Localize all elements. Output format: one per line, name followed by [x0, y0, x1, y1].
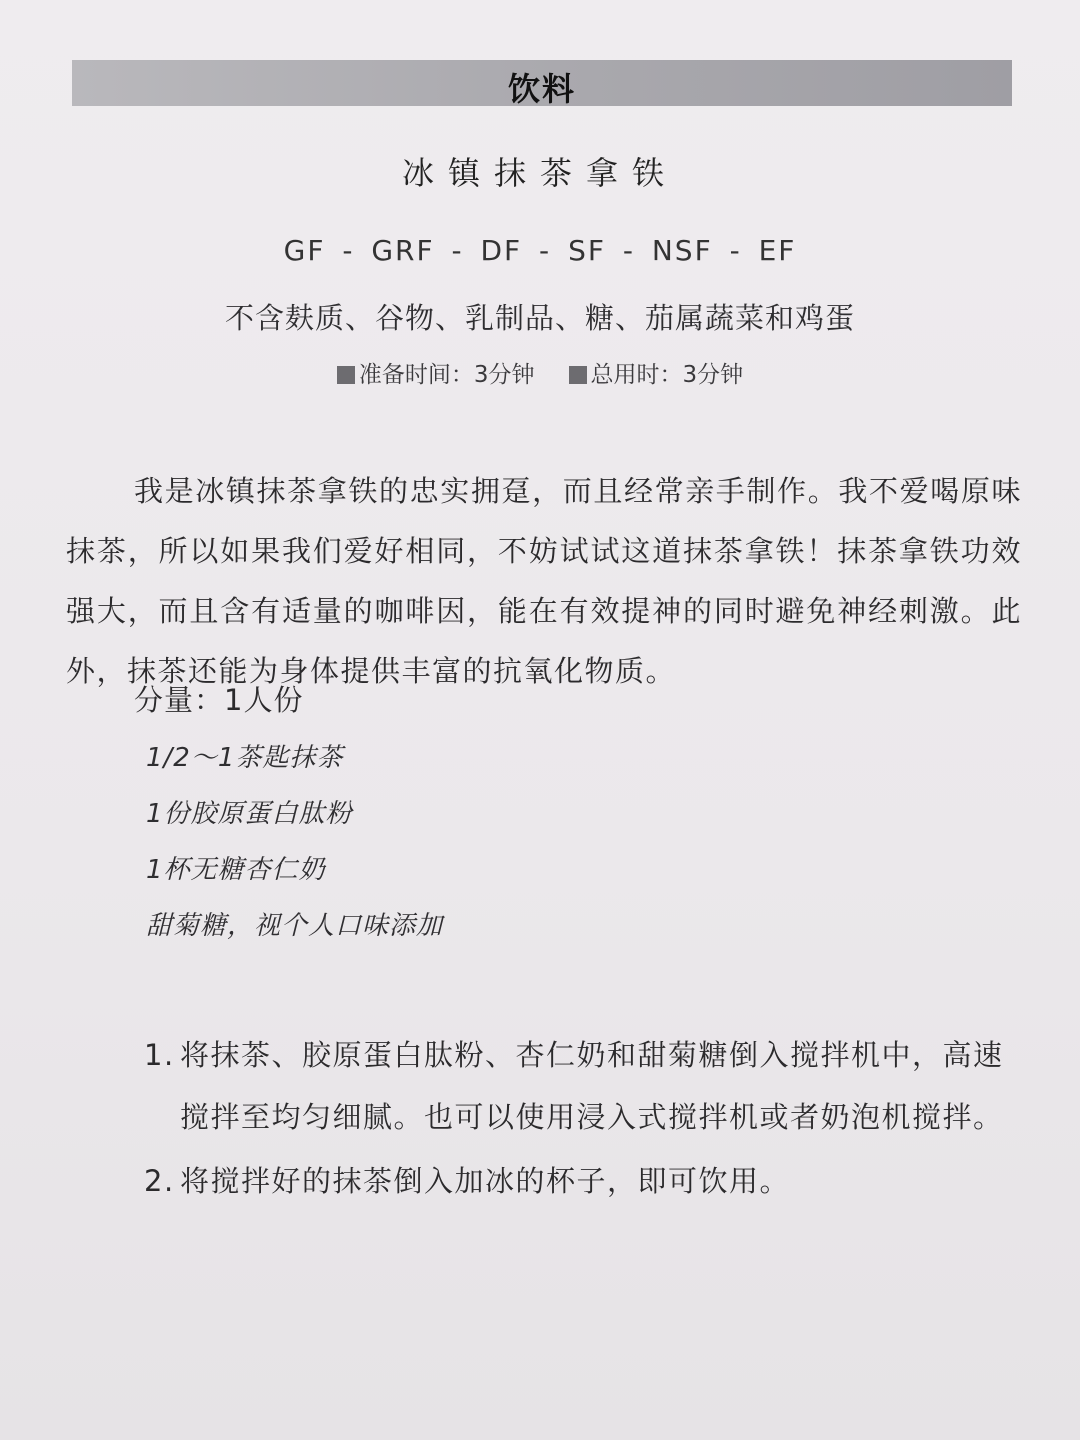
step-item: [144, 1150, 1024, 1212]
time-info: [0, 356, 1080, 389]
recipe-title: 冰镇抹茶拿铁: [401, 154, 678, 192]
step-list: [144, 1024, 1024, 1214]
recipe-intro: 我是冰镇抹茶拿铁的忠实拥趸，而且经常亲手制作。我不爱喝原味抹茶，所以如果我们爱好相同，不妨试试这道抹茶拿铁！抹茶拿铁功效强大，而且含有适量的咖啡因，能在有效提神的同时避免神经刺激。此外，抹茶还能为身体提供丰富的抗氧化物质。: [66, 474, 1022, 688]
ingredient-list: [146, 736, 443, 960]
square-bullet-icon: [569, 366, 587, 384]
step-item: [144, 1024, 1024, 1148]
section-header-band: [72, 60, 1012, 106]
prep-time: 准备时间：3分钟: [358, 362, 535, 388]
total-time: 总用时：3分钟: [590, 362, 744, 388]
section-title: 饮料: [507, 70, 576, 108]
servings: 分量：1人份: [134, 683, 304, 717]
diet-codes: GF - GRF - DF - SF - NSF - EF: [283, 234, 797, 267]
diet-description: 不含麸质、谷物、乳制品、糖、茄属蔬菜和鸡蛋: [224, 301, 855, 335]
ingredient-item: 甜菊糖，视个人口味添加: [146, 911, 444, 941]
step-number: 2.: [144, 1164, 175, 1198]
step-number: 1.: [144, 1038, 175, 1072]
square-bullet-icon: [337, 366, 355, 384]
ingredient-item: 1份胶原蛋白肽粉: [146, 799, 353, 829]
ingredient-item: 1杯无糖杏仁奶: [146, 855, 326, 885]
ingredient-item: 1/2～1茶匙抹茶: [146, 743, 344, 773]
step-text: 将搅拌好的抹茶倒入加冰的杯子，即可饮用。: [180, 1164, 791, 1198]
step-text: 将抹茶、胶原蛋白肽粉、杏仁奶和甜菊糖倒入搅拌机中，高速搅拌至均匀细腻。也可以使用浸入式搅拌机或者奶泡机搅拌。: [180, 1038, 1004, 1134]
